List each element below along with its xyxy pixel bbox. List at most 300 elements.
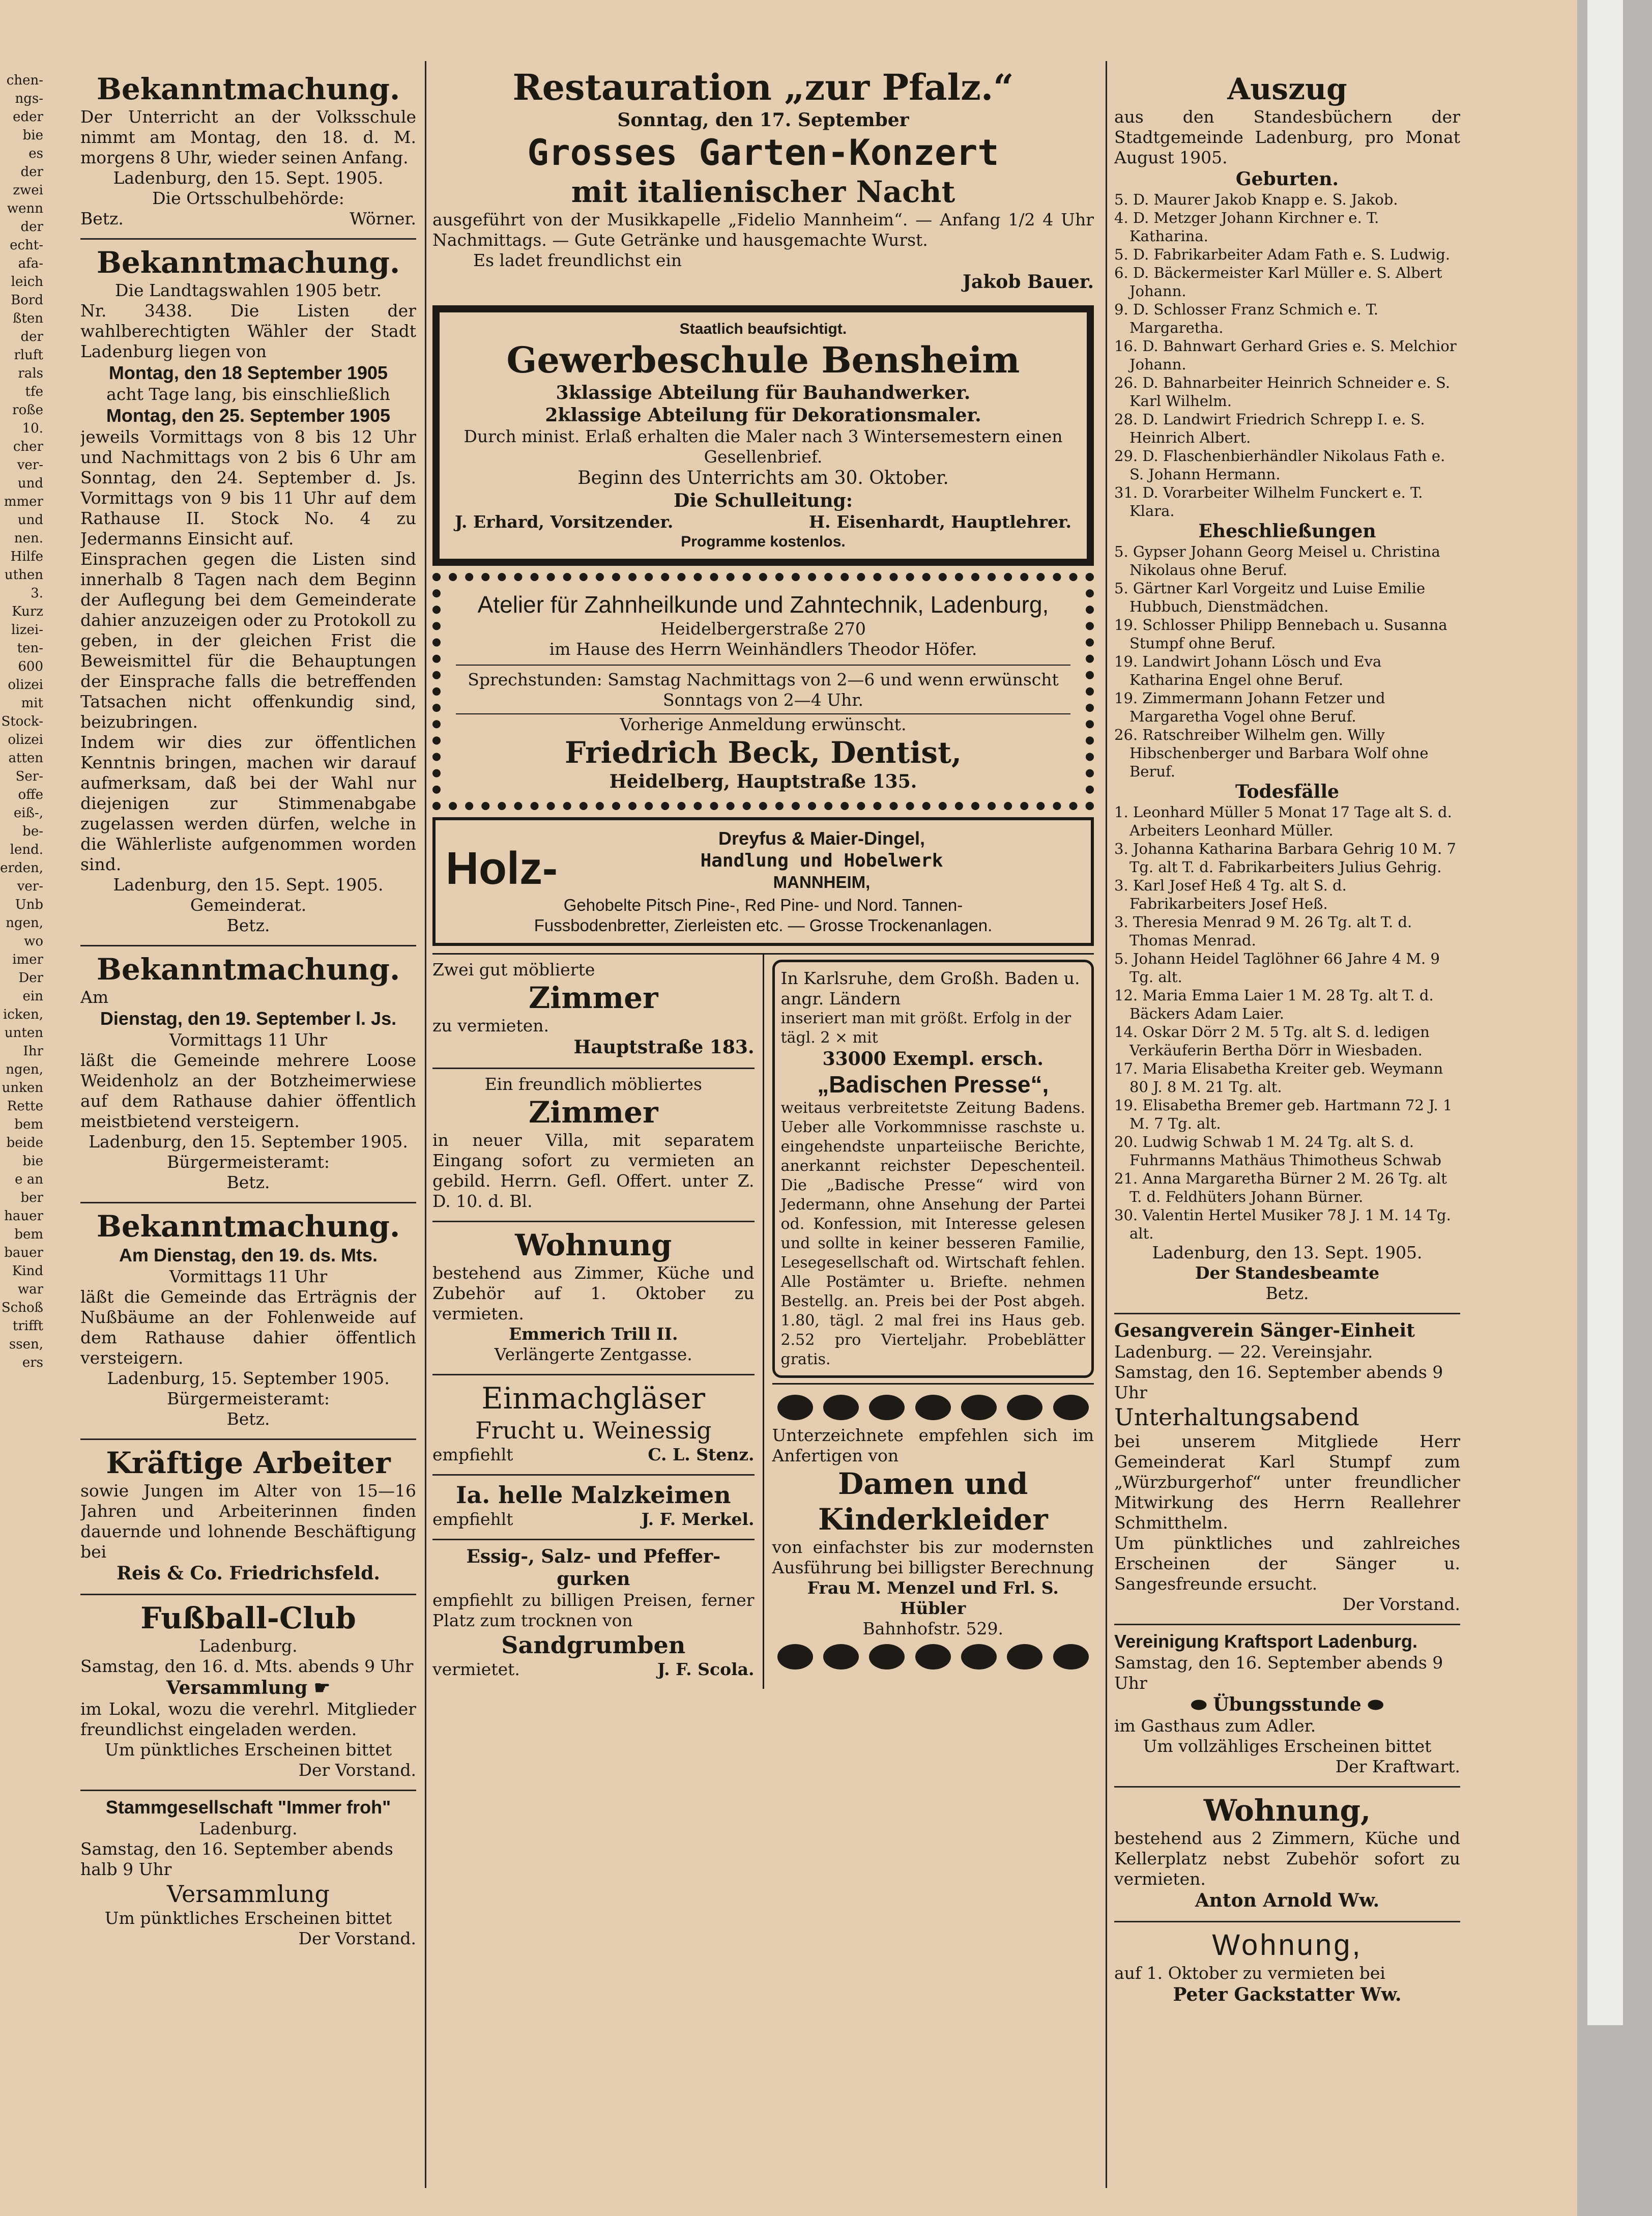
ad-signature: J. F. Merkel. xyxy=(641,1509,755,1529)
ad-line: In Karlsruhe, dem Großh. Baden u. angr. Ländern xyxy=(780,968,1080,1009)
ad-title: Gesangverein Sänger-Einheit xyxy=(1114,1320,1415,1341)
edge-fragment: mit xyxy=(21,696,43,711)
ad-note: Vorherige Anmeldung erwünscht. xyxy=(456,713,1070,735)
ad-signature: Anton Arnold Ww. xyxy=(1195,1890,1380,1911)
notice-date-highlight: Montag, den 18 September 1905 xyxy=(108,362,388,383)
death-entry: 17. Maria Elisabetha Kreiter geb. Weymann 80 J. 8 M. 21 Tg. alt. xyxy=(1114,1060,1443,1096)
ad-title: Kräftige Arbeiter xyxy=(106,1446,391,1480)
edge-fragment: bie xyxy=(22,1154,43,1169)
notice-signer: Betz. xyxy=(226,1172,270,1192)
marriage-entry: 19. Landwirt Johann Lösch und Eva Katharina Engel ohne Beruf. xyxy=(1114,653,1382,688)
edge-fragment: rluft xyxy=(14,348,43,363)
right-column xyxy=(1114,66,1460,2015)
edge-fragment: 3. xyxy=(31,586,43,601)
ornament-row xyxy=(772,1644,1094,1670)
edge-fragment: roße xyxy=(12,402,43,418)
ad-post: zu vermieten. xyxy=(432,1016,549,1035)
ad-body: bei unserem Mitgliede Herr Gemeinderat Karl Stumpf zum „Würzburgerhof“ unter freundlicher Mitwirkung des Herrn Reallehrer Schmitthelm. xyxy=(1114,1431,1460,1533)
edge-fragment: ten- xyxy=(17,641,43,656)
edge-fragment: rals xyxy=(18,366,43,381)
edge-fragment: zwei xyxy=(13,183,43,198)
ad-pre: Ein freundlich möbliertes xyxy=(484,1074,702,1094)
notice-signers xyxy=(80,209,416,229)
ad-bottom-label: Programme kostenlos. xyxy=(681,533,846,550)
holz-firm-block xyxy=(563,827,1081,895)
edge-fragment: und xyxy=(17,512,43,528)
ad-signature: Frau M. Menzel und Frl. S. Hübler xyxy=(807,1578,1059,1618)
edge-fragment: Rette xyxy=(7,1099,43,1114)
edge-fragment: ein xyxy=(22,989,43,1004)
register-signature: Der Standesbeamte xyxy=(1195,1263,1380,1283)
edge-fragment: es xyxy=(28,146,43,161)
ad-name: Friedrich Beck, Dentist, xyxy=(564,735,962,770)
death-entry: 5. Johann Heidel Taglöhner 66 Jahre 4 M. 9 Tg. alt. xyxy=(1114,950,1440,986)
notice-body: läßt die Gemeinde das Erträgnis der Nußbäume an der Fohlenweide auf dem Rathause dahier öffentlich versteigern. xyxy=(80,1287,416,1368)
ad-pre: Unterzeichnete empfehlen sich im Anfertigen von xyxy=(772,1425,1094,1465)
edge-fragment: eder xyxy=(13,109,43,125)
edge-fragment: Schoß xyxy=(1,1300,43,1315)
pointing-hand-icon: ☛ xyxy=(313,1677,331,1699)
holz-row xyxy=(446,827,1081,895)
notice-signature: Bürgermeisteramt: xyxy=(167,1389,330,1408)
death-entry: 14. Oskar Dörr 2 M. 5 Tg. alt S. d. ledigen Verkäuferin Bertha Dörr in Wiesbaden. xyxy=(1114,1023,1430,1059)
register-date: Ladenburg, den 13. Sept. 1905. xyxy=(1152,1243,1423,1262)
notice-date: Ladenburg, 15. September 1905. xyxy=(107,1368,390,1388)
ad-top-label: Staatlich beaufsichtigt. xyxy=(679,321,847,337)
ad-title: Restauration „zur Pfalz.“ xyxy=(512,66,1014,108)
ad-essig xyxy=(432,1540,755,1689)
previous-page-edge xyxy=(0,71,43,2157)
marriage-entry: 19. Schlosser Philipp Bennebach u. Susanna Stumpf ohne Beruf. xyxy=(1114,616,1447,652)
notice-body: Der Unterricht an der Volksschule nimmt am Montag, den 18. d. M. morgens 8 Uhr, wieder seinen Anfang. xyxy=(80,107,416,167)
ad-address: Heidelbergerstraße 270 xyxy=(660,619,866,639)
edge-fragment: afa- xyxy=(18,256,43,271)
edge-fragment: ber xyxy=(20,1190,43,1205)
edge-fragment: chen- xyxy=(6,73,43,88)
ad-footer xyxy=(432,1509,755,1530)
ad-date: Sonntag, den 17. September xyxy=(617,109,909,131)
ad-line: inseriert man mit größt. Erfolg in der tägl. 2 × mit xyxy=(780,1010,1071,1047)
middle-lower-grid xyxy=(432,953,1094,1689)
death-entry: 21. Anna Margaretha Bürner 2 M. 26 Tg. alt T. d. Feldhüters Johann Bürner. xyxy=(1114,1170,1447,1205)
ad-title: Gewerbeschule Bensheim xyxy=(506,339,1020,381)
notice-walnut-auction xyxy=(80,1203,416,1440)
notice-date: Ladenburg, den 15. Sept. 1905. xyxy=(113,168,384,188)
ad-body: weitaus verbreitetste Zeitung Badens. Ueber alle Vorkommnisse raschste u. eingehendste unparteiische Berichte, anerkannt reichster Depeschenteil. Die „Badische Presse“ wird von Jedermann, ohne Ansehung der Partei od. Konfession, mit Interesse gelesen und sollte in keiner besseren Familie, Lesegesellschaft od. Wirtschaft fehlen. Alle Postämter u. Briefte. nehmen Bestellg. an. Preis bei der Post abgeh. 1.80, tägl. 2 mal frei ins Haus geb. 2.52 pro Vierteljahr. Probeblätter gratis. xyxy=(780,1099,1085,1368)
ad-hours: Sprechstunden: Samstag Nachmittags von 2—6 und wenn erwünscht Sonntags von 2—4 Uhr. xyxy=(456,665,1070,710)
register-title: Auszug xyxy=(1227,72,1347,106)
edge-fragment: 600 xyxy=(18,659,43,674)
notice-election xyxy=(80,240,416,946)
ad-location: im Hause des Herrn Weinhändlers Theodor Höfer. xyxy=(549,639,977,659)
notice-signature: Die Ortsschulbehörde: xyxy=(152,188,344,208)
ad-title: Wohnung, xyxy=(1203,1793,1371,1828)
holz-big-word: Holz- xyxy=(446,843,558,894)
ornament-oval-icon: ⬬ xyxy=(1191,1694,1207,1715)
edge-fragment: Ihr xyxy=(23,1044,43,1059)
edge-fragment: ngs- xyxy=(15,91,43,106)
ad-body: im Lokal, wozu die verehrl. Mitglieder freundlichst eingeladen werden. xyxy=(80,1699,416,1739)
ad-body: bestehend aus 2 Zimmern, Küche und Kellerplatz nebst Zubehör sofort zu vermieten. xyxy=(1114,1828,1460,1889)
edge-fragment: be- xyxy=(22,824,43,839)
register-intro: aus den Standesbüchern der Stadtgemeinde Ladenburg, pro Monat August 1905. xyxy=(1114,107,1460,167)
ad-concert: Grosses Garten-Konzert xyxy=(527,132,999,174)
ad-kraftsport xyxy=(1114,1625,1460,1788)
birth-entry: 28. D. Landwirt Friedrich Schrepp I. e. S. Heinrich Albert. xyxy=(1114,411,1425,446)
signer-left: J. Erhard, Vorsitzender. xyxy=(455,512,674,532)
ad-signature: J. F. Scola. xyxy=(657,1659,755,1679)
edge-fragment: ers xyxy=(22,1355,43,1370)
edge-fragment: wenn xyxy=(7,201,43,216)
edge-fragment: hauer xyxy=(4,1208,43,1224)
ad-title: Vereinigung Kraftsport Ladenburg. xyxy=(1114,1631,1418,1652)
event-label: Versammlung xyxy=(166,1677,308,1699)
ad-wohnung-3 xyxy=(1114,1922,1460,2015)
ad-damenkleider xyxy=(772,1383,1094,1670)
ad-zimmer-2 xyxy=(432,1069,755,1222)
edge-fragment: der xyxy=(20,329,43,344)
marriages-list xyxy=(1114,542,1460,781)
notice-title: Bekanntmachung. xyxy=(96,245,400,280)
ad-when: Samstag, den 16. d. Mts. abends 9 Uhr xyxy=(80,1656,414,1676)
ad-city: Heidelberg, Hauptstraße 135. xyxy=(609,771,917,792)
deaths-list xyxy=(1114,803,1460,1243)
edge-fragment: bem xyxy=(14,1117,43,1132)
ad-signature: Jakob Bauer. xyxy=(962,271,1094,293)
ad-circulation: 33000 Exempl. ersch. xyxy=(822,1048,1044,1070)
ad-body: sowie Jungen im Alter von 15—16 Jahren und Arbeiterinnen finden dauernde und lohnende Beschäftigung bei xyxy=(80,1481,416,1562)
birth-entry: 4. D. Metzger Johann Kirchner e. T. Katharina. xyxy=(1114,209,1379,245)
edge-fragment: ngen, xyxy=(6,1062,43,1077)
ad-title: Zimmer xyxy=(528,981,658,1015)
notice-subject: Die Landtagswahlen 1905 betr. xyxy=(114,280,382,300)
ad-footer xyxy=(432,1659,755,1680)
edge-fragment: Der xyxy=(18,970,43,986)
birth-entry: 26. D. Bahnarbeiter Heinrich Schneider e. S. Karl Wilhelm. xyxy=(1114,374,1451,410)
edge-fragment: leich xyxy=(11,274,43,290)
edge-fragment: erden, xyxy=(0,860,43,876)
birth-entry: 9. D. Schlosser Franz Schmich e. T. Margaretha. xyxy=(1114,301,1379,336)
edge-fragment: Ser- xyxy=(15,769,43,784)
column-rule-1 xyxy=(425,61,426,2188)
death-entry: 1. Leonhard Müller 5 Monat 17 Tage alt S. d. Arbeiters Leonhard Müller. xyxy=(1114,803,1452,839)
edge-fragment: bauer xyxy=(4,1245,43,1260)
ad-subtitle: mit italienischer Nacht xyxy=(571,175,955,209)
ad-body: im Gasthaus zum Adler. xyxy=(1114,1716,1316,1736)
death-entry: 3. Theresia Menrad 9 M. 26 Tg. alt T. d. Thomas Menrad. xyxy=(1114,913,1412,949)
notice-school xyxy=(80,66,416,240)
register-signer: Betz. xyxy=(1265,1283,1309,1303)
ad-line: Durch minist. Erlaß erhalten die Maler nach 3 Wintersemestern einen Gesellenbrief. xyxy=(463,426,1063,467)
ornament-circle-icon xyxy=(1053,1395,1089,1420)
edge-fragment: nen. xyxy=(14,531,43,546)
ad-place: Ladenburg. xyxy=(199,1819,298,1838)
holz-city: MANNHEIM, xyxy=(773,873,871,891)
edge-fragment: uthen xyxy=(4,567,43,583)
ad-title: Zimmer xyxy=(528,1095,658,1130)
ad-einmachglaeser xyxy=(432,1375,755,1476)
ad-title: Stammgesellschaft "Immer froh" xyxy=(105,1797,391,1818)
notice-title: Bekanntmachung. xyxy=(96,72,400,106)
edge-fragment: der xyxy=(20,219,43,235)
holz-line: Gehobelte Pitsch Pine-, Red Pine- und Nord. Tannen- xyxy=(563,896,963,914)
ad-event: Versammlung xyxy=(167,1880,330,1908)
section-marriages-title: Eheschließungen xyxy=(1198,521,1376,542)
edge-fragment: unten xyxy=(4,1025,43,1041)
ad-signature: C. L. Stenz. xyxy=(648,1445,755,1464)
birth-entry: 29. D. Flaschenbierhändler Nikolaus Fath e. S. Johann Hermann. xyxy=(1114,447,1445,483)
ad-address: Hauptstraße 183. xyxy=(573,1037,755,1058)
marriage-entry: 5. Gypser Johann Georg Meisel u. Christina Nikolaus ohne Beruf. xyxy=(1114,543,1440,579)
edge-fragment: olizei xyxy=(8,732,43,747)
ad-label: empfiehlt xyxy=(432,1509,513,1529)
ad-body: in neuer Villa, mit separatem Eingang sofort zu vermieten an gebild. Herrn. Gefl. Offert. unter Z. D. 10. d. Bl. xyxy=(432,1130,755,1211)
ad-football-club xyxy=(80,1595,416,1791)
ad-title: Essig-, Salz- und Pfeffer-gurken xyxy=(466,1546,721,1590)
ad-dental-atelier xyxy=(432,573,1094,810)
ad-address: Bahnhofstr. 529. xyxy=(862,1619,1004,1638)
edge-fragment: war xyxy=(17,1282,43,1297)
death-entry: 3. Johanna Katharina Barbara Gehrig 10 M. 7 Tg. alt T. d. Fabrikarbeiters Julius Gehrig. xyxy=(1114,840,1457,876)
ad-wohnung-1 xyxy=(432,1222,755,1375)
edge-fragment: bie xyxy=(22,128,43,143)
notice-date: Ladenburg, den 15. Sept. 1905. xyxy=(113,875,384,895)
ornament-circle-icon xyxy=(869,1395,905,1420)
ad-subtitle: Frucht u. Weinessig xyxy=(475,1417,712,1444)
ad-badische-presse xyxy=(772,960,1094,1378)
ornament-circle-icon xyxy=(869,1644,905,1670)
notice-willow-auction xyxy=(80,946,416,1203)
ad-malzkeimen xyxy=(432,1476,755,1540)
ad-zimmer-1 xyxy=(432,955,755,1069)
ornament-circle-icon xyxy=(961,1395,997,1420)
ad-body: auf 1. Oktober zu vermieten bei xyxy=(1114,1963,1385,1983)
ornament-oval-icon: ⬬ xyxy=(1368,1694,1384,1715)
edge-fragment: offe xyxy=(18,787,43,802)
ad-invite: Es ladet freundlichst ein xyxy=(473,250,682,270)
holz-line: Fussbodenbretter, Zierleisten etc. — Grosse Trockenanlagen. xyxy=(534,916,993,935)
edge-fragment: bem xyxy=(14,1227,43,1242)
ad-body: bestehend aus Zimmer, Küche und Zubehör auf 1. Oktober zu vermieten. xyxy=(432,1263,755,1323)
edge-fragment: Kind xyxy=(12,1263,43,1279)
ad-holz xyxy=(432,817,1094,946)
ad-when: Samstag, den 16. September abends 9 Uhr xyxy=(1114,1362,1443,1402)
edge-fragment: Kurz xyxy=(12,604,43,619)
birth-entry: 31. D. Vorarbeiter Wilhelm Funckert e. T. Klara. xyxy=(1114,484,1423,520)
notice-date-highlight: Montag, den 25. September 1905 xyxy=(106,405,391,426)
edge-fragment: Unb xyxy=(15,897,43,912)
death-entry: 20. Ludwig Schwab 1 M. 24 Tg. alt S. d. Fuhrmanns Mathäus Thimotheus Schwab xyxy=(1114,1133,1441,1169)
ad-body: von einfachster bis zur modernsten Ausführung bei billigster Berechnung xyxy=(772,1537,1094,1577)
ad-title: Atelier für Zahnheilkunde und Zahntechnik, Ladenburg, xyxy=(477,591,1049,618)
column-rule-2 xyxy=(1106,61,1107,2188)
ad-workers xyxy=(80,1440,416,1595)
ornament-circle-icon xyxy=(777,1644,813,1670)
ad-event xyxy=(80,1677,416,1699)
death-entry: 30. Valentin Hertel Musiker 78 J. 1 M. 14 Tg. alt. xyxy=(1114,1206,1451,1242)
ad-body: Um pünktliches Erscheinen bittet xyxy=(104,1908,392,1928)
notice-signature: Bürgermeisteramt: xyxy=(167,1152,330,1172)
ad-body: Um vollzähliges Erscheinen bittet xyxy=(1143,1736,1432,1756)
ad-label: empfiehlt xyxy=(432,1445,513,1464)
civil-register-extract xyxy=(1114,66,1460,1314)
ornament-circle-icon xyxy=(777,1395,813,1420)
ad-when: Samstag, den 16. September abends halb 9 Uhr xyxy=(80,1839,393,1879)
ad-signature: Emmerich Trill II. xyxy=(509,1324,678,1344)
notice-signature: Gemeinderat. xyxy=(190,895,307,915)
section-deaths-title: Todesfälle xyxy=(1235,781,1340,802)
ad-title: Damen und Kinderkleider xyxy=(818,1466,1048,1537)
ad-body: Um pünktliches und zahlreiches Erscheinen der Sänger u. Sangesfreunde ersucht. xyxy=(1114,1533,1460,1594)
ad-title: Ia. helle Malzkeimen xyxy=(455,1481,731,1509)
notice-paragraph: Indem wir dies zur öffentlichen Kenntnis bringen, machen wir darauf aufmerksam, daß bei der Wahl nur diejenigen zur Stimmenabgabe zugelassen werden dürfen, welche in die Wählerliste aufgenommen worden sind. xyxy=(80,732,416,874)
ad-body: Um pünktliches Erscheinen bittet xyxy=(104,1740,392,1760)
ad-signature: Der Vorstand. xyxy=(298,1760,416,1780)
ad-line: Die Schulleitung: xyxy=(674,490,853,511)
death-entry: 19. Elisabetha Bremer geb. Hartmann 72 J. 1 M. 7 Tg. alt. xyxy=(1114,1097,1453,1132)
edge-fragment: echt- xyxy=(10,238,43,253)
edge-fragment: icken, xyxy=(3,1007,43,1022)
ad-address: Verlängerte Zentgasse. xyxy=(494,1344,692,1364)
edge-fragment: atten xyxy=(8,751,43,766)
ad-restaurant-pfalz xyxy=(432,66,1094,298)
ad-signature: Peter Gackstatter Ww. xyxy=(1173,1984,1402,2005)
birth-entry: 5. D. Maurer Jakob Knapp e. S. Jakob. xyxy=(1114,191,1398,208)
notice-title: Bekanntmachung. xyxy=(96,1209,400,1244)
left-column xyxy=(80,66,416,1958)
edge-fragment: ssen, xyxy=(9,1337,43,1352)
edge-fragment: ßten xyxy=(13,311,43,326)
notice-title: Bekanntmachung. xyxy=(96,952,400,987)
ad-footer xyxy=(432,1445,755,1465)
notice-date-highlight: Dienstag, den 19. September l. Js. xyxy=(100,1008,397,1029)
edge-fragment: Bord xyxy=(11,293,43,308)
ad-line: 3klassige Abteilung für Bauhandwerker. xyxy=(556,382,971,404)
ad-line: Beginn des Unterrichts am 30. Oktober. xyxy=(577,468,949,488)
ad-title: Einmachgläser xyxy=(481,1381,706,1416)
edge-fragment: wo xyxy=(24,934,43,949)
edge-fragment: ver- xyxy=(17,879,43,894)
middle-column xyxy=(432,66,1094,1689)
edge-fragment: mmer xyxy=(4,494,43,509)
ad-signature: Der Vorstand. xyxy=(298,1929,416,1948)
edge-fragment: beide xyxy=(6,1135,43,1150)
ad-subtitle: Sandgrumben xyxy=(501,1631,686,1659)
ad-event xyxy=(1114,1693,1460,1716)
notice-paragraph: acht Tage lang, bis einschließlich xyxy=(106,384,390,404)
notice-paragraph: jeweils Vormittags von 8 bis 12 Uhr und Nachmittags von 2 bis 6 Uhr am Sonntag, den 24. September d. Js. Vormittags von 9 bis 11 Uhr auf dem Rathause II. Stock No. 4 zu Jedermanns Einsicht auf. xyxy=(80,427,416,549)
births-list xyxy=(1114,190,1460,520)
signer-right: H. Eisenhardt, Hauptlehrer. xyxy=(808,512,1071,532)
edge-fragment: cher xyxy=(13,439,43,454)
edge-fragment: unken xyxy=(2,1080,43,1096)
ad-body: ausgeführt von der Musikkapelle „Fidelio Mannheim“. — Anfang 1/2 4 Uhr Nachmittags. — Gute Getränke und hausgemachte Wurst. xyxy=(432,210,1094,250)
marriage-entry: 26. Ratschreiber Wilhelm gen. Willy Hibschenberger und Barbara Wolf ohne Beruf. xyxy=(1114,726,1429,780)
edge-fragment: olizei xyxy=(8,677,43,693)
ad-event: Unterhaltungsabend xyxy=(1114,1403,1359,1431)
ad-wohnung-2 xyxy=(1114,1788,1460,1922)
ad-firm: Reis & Co. Friedrichsfeld. xyxy=(117,1563,380,1584)
ad-label: vermietet. xyxy=(432,1659,520,1679)
notice-signer: Betz. xyxy=(226,1409,270,1429)
edge-fragment: imer xyxy=(12,952,43,967)
ad-stammgesellschaft xyxy=(80,1791,416,1958)
notice-time: Vormittags 11 Uhr xyxy=(169,1030,328,1050)
edge-fragment: tfe xyxy=(25,384,43,399)
ad-signers xyxy=(455,512,1071,532)
death-entry: 12. Maria Emma Laier 1 M. 28 Tg. alt T. d. Bäckers Adam Laier. xyxy=(1114,987,1434,1022)
edge-fragment: 10. xyxy=(22,421,43,436)
ad-gewerbeschule xyxy=(432,305,1094,566)
edge-fragment: Hilfe xyxy=(10,549,43,564)
ornament-circle-icon xyxy=(915,1644,951,1670)
ad-signature: Der Kraftwart. xyxy=(1335,1757,1460,1776)
ornament-circle-icon xyxy=(1007,1644,1042,1670)
holz-subtitle: Handlung und Hobelwerk xyxy=(700,850,943,871)
edge-fragment: Stock- xyxy=(1,714,43,729)
notice-date: Ladenburg, den 15. September 1905. xyxy=(89,1132,408,1152)
ornament-circle-icon xyxy=(1007,1395,1042,1420)
ad-title: Wohnung, xyxy=(1212,1929,1363,1962)
signer-left: Betz. xyxy=(80,209,124,228)
notice-text: Am xyxy=(80,987,109,1007)
middle-lower-left xyxy=(432,955,764,1689)
edge-fragment: eiß-, xyxy=(13,805,43,821)
edge-fragment: e an xyxy=(15,1172,43,1187)
ad-title: Fußball-Club xyxy=(140,1601,356,1635)
notice-signer: Betz. xyxy=(226,915,270,935)
ad-title: Wohnung xyxy=(515,1228,672,1262)
scan-calibration-strip xyxy=(1587,0,1623,2025)
edge-fragment: lizei- xyxy=(11,622,43,638)
notice-time: Vormittags 11 Uhr xyxy=(169,1267,328,1286)
ad-line: 2klassige Abteilung für Dekorationsmaler. xyxy=(545,405,981,426)
death-entry: 3. Karl Josef Heß 4 Tg. alt S. d. Fabrikarbeiters Josef Heß. xyxy=(1114,877,1347,912)
birth-entry: 5. D. Fabrikarbeiter Adam Fath e. S. Ludwig. xyxy=(1114,246,1451,263)
ad-saenger-einheit xyxy=(1114,1314,1460,1625)
ornament-circle-icon xyxy=(823,1644,859,1670)
birth-entry: 16. D. Bahnwart Gerhard Gries e. S. Melchior Johann. xyxy=(1114,337,1457,373)
edge-fragment: ngen, xyxy=(6,915,43,931)
ornament-circle-icon xyxy=(961,1644,997,1670)
ad-place: Ladenburg. xyxy=(199,1636,298,1656)
ad-pre: Zwei gut möblierte xyxy=(432,960,595,980)
notice-paragraph: Einsprachen gegen die Listen sind innerhalb 8 Tagen nach dem Beginn der Auflegung bei dem Gemeinderate dahier anzuzeigen oder zu Protokoll zu geben, in der gleichen Frist die Beweismittel für die Behauptungen der Einsprache falls die betreffenden Tatsachen nicht offenkundig sind, beizubringen. xyxy=(80,549,416,732)
holz-firm: Dreyfus & Maier-Dingel, xyxy=(718,828,925,849)
ornament-circle-icon xyxy=(823,1395,859,1420)
ad-body: empfiehlt zu billigen Preisen, ferner Platz zum trocknen von xyxy=(432,1590,755,1630)
section-births-title: Geburten. xyxy=(1235,168,1339,190)
ornament-row xyxy=(772,1395,1094,1420)
ad-when: Samstag, den 16. September abends 9 Uhr xyxy=(1114,1653,1443,1693)
edge-fragment: lend. xyxy=(10,842,43,857)
ornament-circle-icon xyxy=(915,1395,951,1420)
edge-fragment: trifft xyxy=(12,1318,43,1334)
marriage-entry: 5. Gärtner Karl Vorgeitz und Luise Emilie Hubbuch, Dienstmädchen. xyxy=(1114,580,1426,615)
ornament-circle-icon xyxy=(1053,1644,1089,1670)
notice-paragraph: Nr. 3438. Die Listen der wahlberechtigten Wähler der Stadt Ladenburg liegen von xyxy=(80,301,416,361)
notice-date-highlight: Am Dienstag, den 19. ds. Mts. xyxy=(119,1245,378,1265)
ad-title: „Badischen Presse“, xyxy=(817,1071,1049,1098)
edge-fragment: der xyxy=(20,164,43,180)
ad-signature: Der Vorstand. xyxy=(1342,1594,1460,1614)
edge-fragment: und xyxy=(17,476,43,491)
birth-entry: 6. D. Bäckermeister Karl Müller e. S. Albert Johann. xyxy=(1114,264,1442,300)
signer-right: Wörner. xyxy=(350,209,416,228)
middle-lower-right xyxy=(764,955,1094,1689)
edge-fragment: ver- xyxy=(17,457,43,473)
notice-body: läßt die Gemeinde mehrere Loose Weidenholz an der Botzheimerwiese auf dem Rathause dahier öffentlich meistbietend versteigern. xyxy=(80,1050,416,1131)
